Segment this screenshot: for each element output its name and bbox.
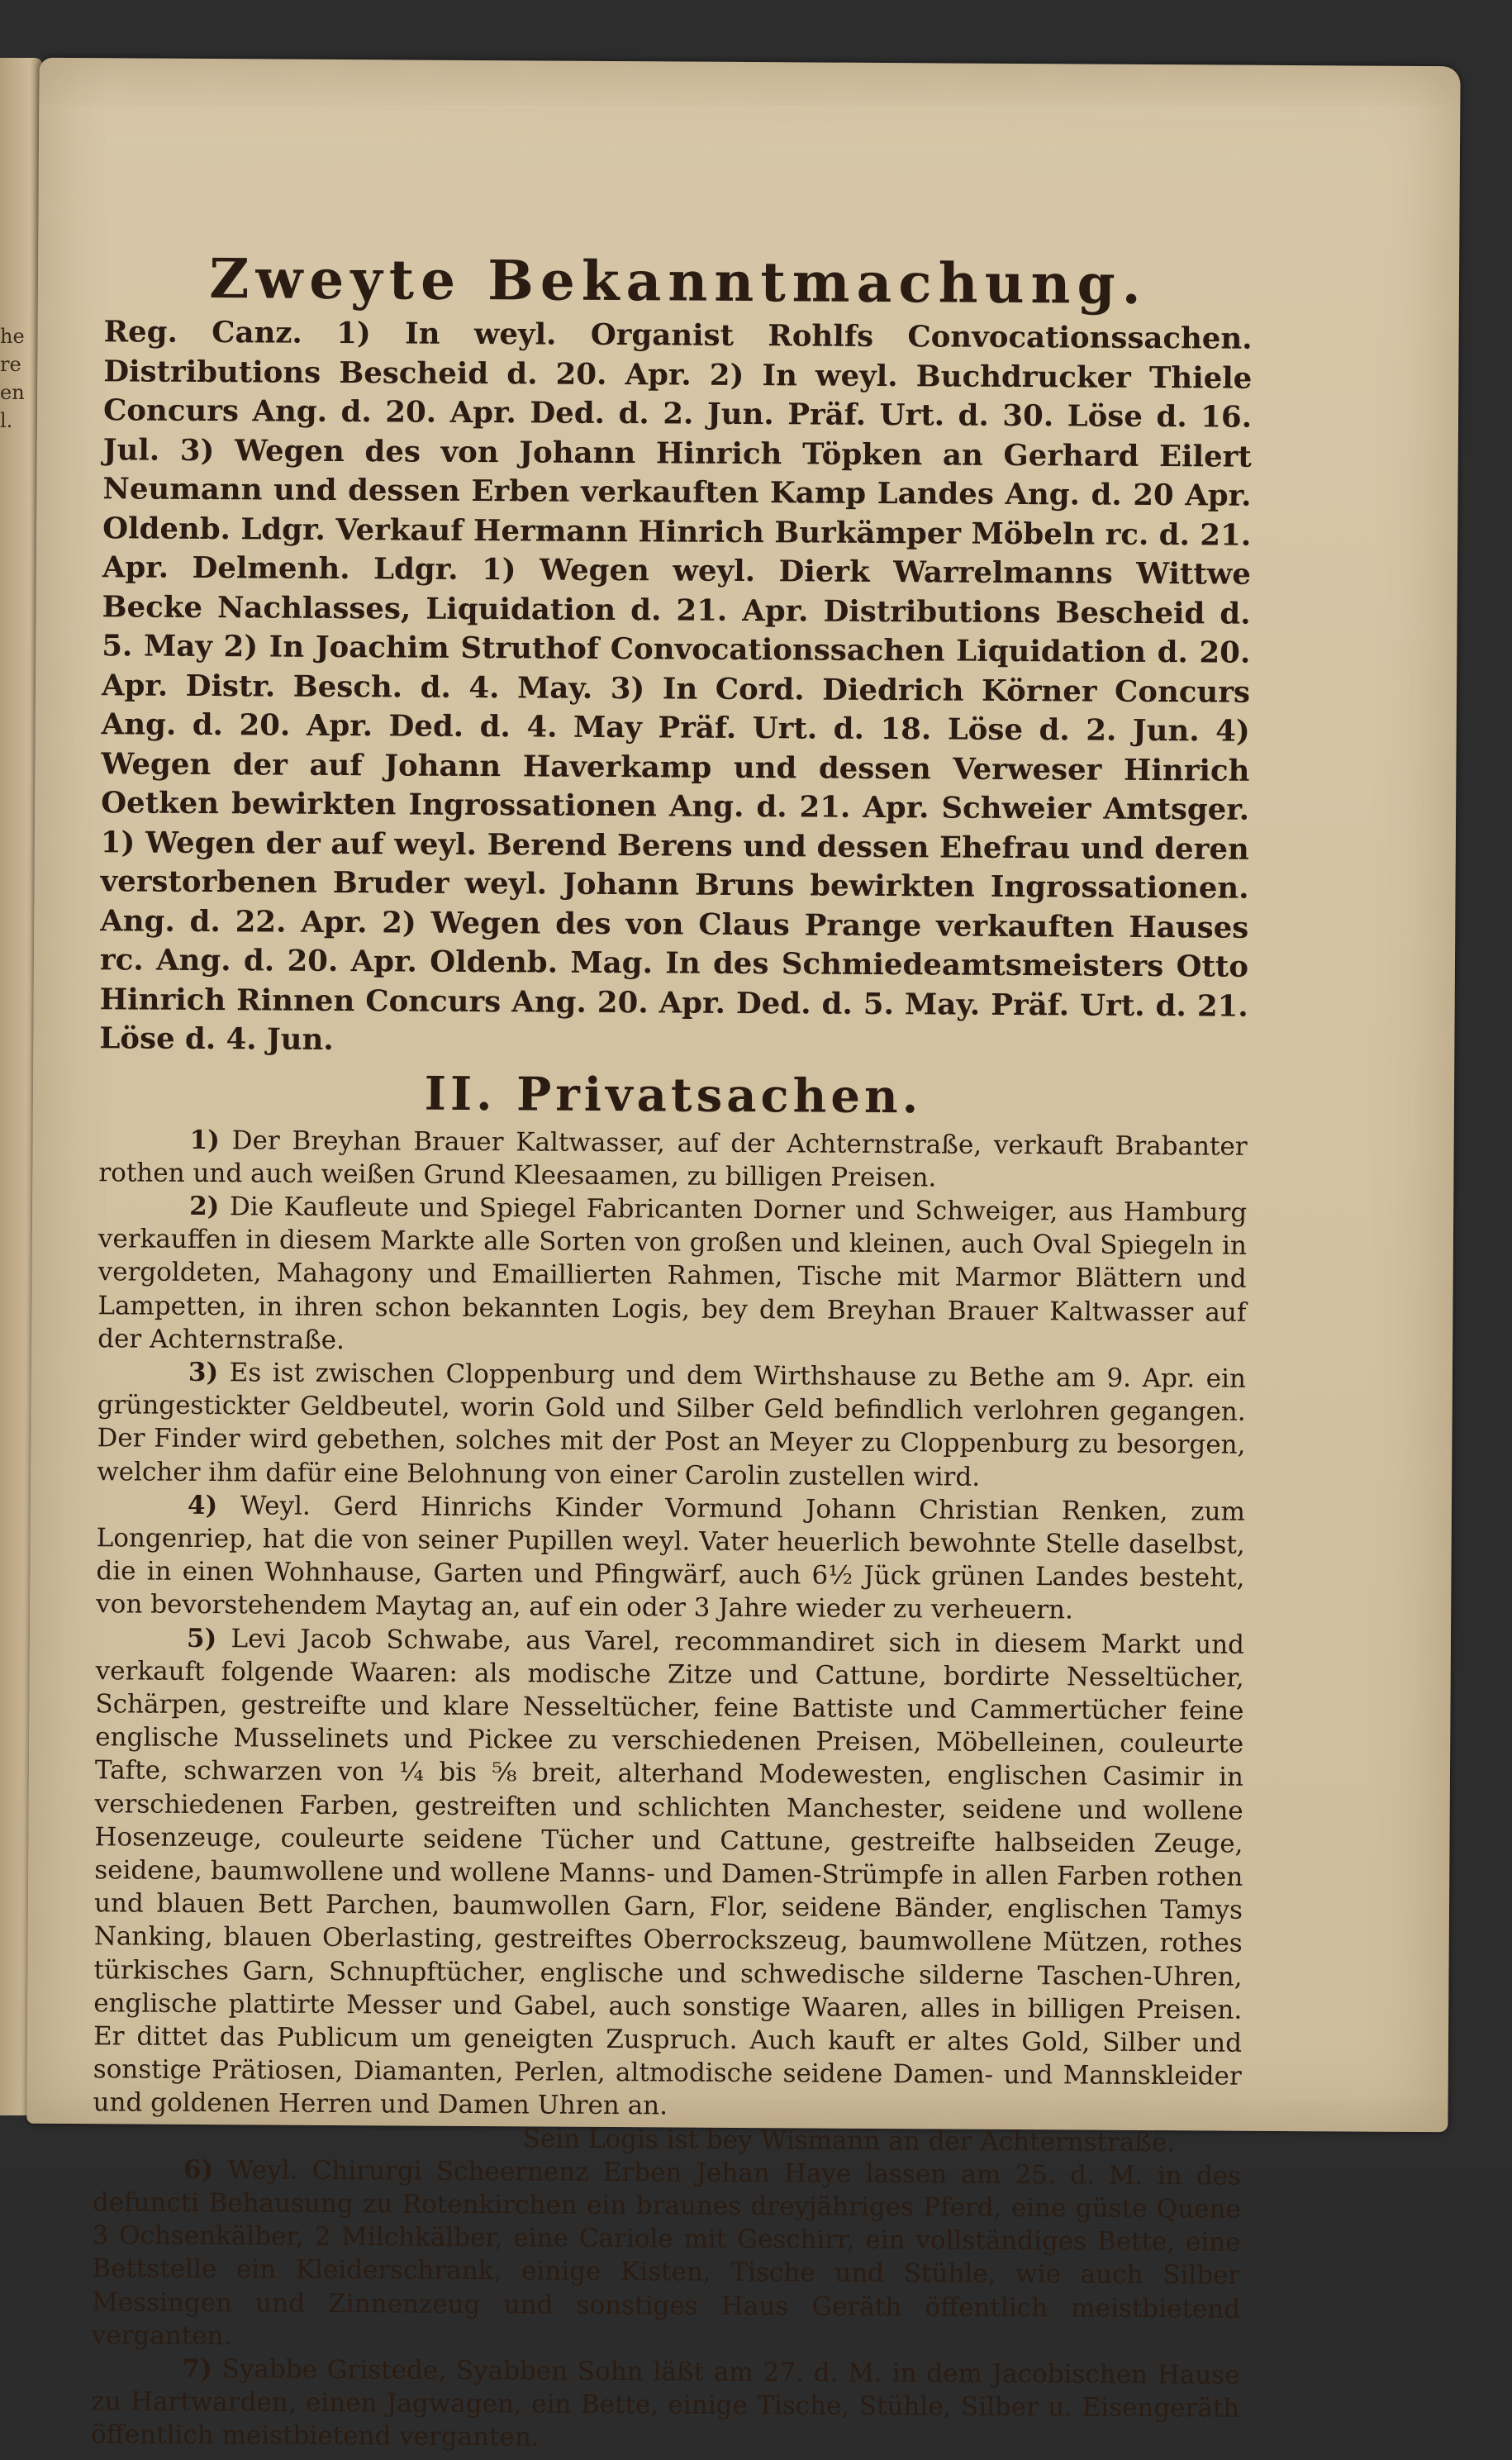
- page-title: Zweyte Bekanntmachung.: [209, 246, 1148, 316]
- entry-6: [92, 2153, 1241, 2359]
- entry-number: 3): [188, 1357, 219, 1388]
- page-content: [90, 246, 1253, 2453]
- entry-text: Sein Logis ist bey Wismann an der Achternstraße.: [522, 2123, 1176, 2158]
- entry-number: 4): [187, 1490, 218, 1520]
- entry-text: Weyl. Gerd Hinrichs Kinder Vormund Johann Christian Renken, zum Longenriep, hat die von seiner Pupillen weyl. Vater heuerlich bewohnte Stelle daselbst, die in einen Wohnhause, Garten und Pfingwärf, auch 6½ Jück grünen Landes besteht, von bevorstehendem Maytag an, auf ein oder 3 Jahre wieder zu verheuern.: [96, 1491, 1246, 1625]
- fragment: en: [0, 381, 25, 404]
- entry-4: [96, 1488, 1245, 1628]
- entry-number: 2): [189, 1191, 220, 1222]
- entry-2: [97, 1189, 1247, 1363]
- entry-text: Levi Jacob Schwabe, aus Varel, recommandiret sich in diesem Markt und verkauft folgende Waaren: als modische Zitze und Cattune, bordirte Nesseltücher, Schärpen, gestreifte und klare Nesseltücher, feine Battiste und Cammertücher feine englische Musselinets und Pickee zu verschiedenen Preisen, Möbelleinen, couleurte Tafte, schwarzen von ¼ bis ⅝ breit, alterhand Modewesten, englischen Casimir in verschiedenen Farben, gestreiften und schlichten Manchester, seidene und wollene Hosenzeuge, couleurte seidene Tücher und Cattune, gestreifte halbseiden Zeuge, seidene, baumwollene und wollene Manns- und Damen-Strümpfe in allen Farben rothen und blauen Bett Parchen, baumwollen Garn, Flor, seidene Bänder, englischen Tamys Nanking, blauen Oberlasting, gestreiftes Oberrockszeug, baumwollene Mützen, rothes türkisches Garn, Schnupftücher, englische und schwedische silderne Taschen-Uhren, englische plattirte Messer und Gabel, auch sonstige Waaren, alles in billigen Preisen. Er dittet das Publicum um geneigten Zuspruch. Auch kauft er altes Gold, Silber und sonstige Prätiosen, Diamanten, Perlen, altmodische seidene Damen- und Mannskleider und goldenen Herren und Damen Uhren an.: [93, 1623, 1245, 2121]
- announcements-paragraph: Reg. Canz. 1) In weyl. Organist Rohlfs Convocationssachen. Distributions Bescheid d. 20. Apr. 2) In weyl. Buchdrucker Thiele Concurs Ang. d. 20. Apr. Ded. d. 2. Jun. Präf. Urt. d. 30. Löse d. 16. Jul. 3) Wegen des von Johann Hinrich Töpken an Gerhard Eilert Neumann und dessen Erben verkauften Kamp Landes Ang. d. 20 Apr. Oldenb. Ldgr. Verkauf Hermann Hinrich Burkämper Möbeln rc. d. 21. Apr. Delmenh. Ldgr. 1) Wegen weyl. Dierk Warrelmanns Wittwe Becke Nachlasses, Liquidation d. 21. Apr. Distributions Bescheid d. 5. May 2) In Joachim Struthof Convocationssachen Liquidation d. 20. Apr. Distr. Besch. d. 4. May. 3) In Cord. Diedrich Körner Concurs Ang. d. 20. Apr. Ded. d. 4. May Präf. Urt. d. 18. Löse d. 2. Jun. 4) Wegen der auf Johann Haverkamp und dessen Verweser Hinrich Oetken bewirkten Ingrossationen Ang. d. 21. Apr. Schweier Amtsger. 1) Wegen der auf weyl. Berend Berens und dessen Ehefrau und deren verstorbenen Bruder weyl. Johann Bruns bewirkten Ingrossationen. Ang. d. 22. Apr. 2) Wegen des von Claus Prange verkauften Hauses rc. Ang. d. 20. Apr. Oldenb. Mag. In des Schmiedeamtsmeisters Otto Hinrich Rinnen Concurs Ang. 20. Apr. Ded. d. 5. May. Präf. Urt. d. 21. Löse d. 4. Jun.: [99, 315, 1253, 1057]
- section-heading: II. Privatsachen.: [424, 1066, 923, 1124]
- entry-7: [91, 2352, 1240, 2458]
- entry-number: 7): [182, 2353, 212, 2385]
- entry-number: 5): [186, 1623, 217, 1653]
- entry-1: [98, 1123, 1247, 1197]
- entry-number: 1): [189, 1125, 221, 1155]
- entry-text: Es ist zwischen Cloppenburg und dem Wirthshause zu Bethe am 9. Apr. ein grüngestickter Geldbeutel, worin Gold und Silber Geld befindlich verlohren gegangen. Der Finder wird gebethen, solches mit der Post an Meyer zu Cloppenburg zu besorgen, welcher ihm dafür eine Belohnung von einer Carolin zustellen wird.: [97, 1358, 1247, 1492]
- previous-page-fragments: [0, 322, 25, 435]
- fragment: l.: [0, 409, 13, 432]
- entry-3: [97, 1355, 1246, 1495]
- entry-text: Syabbe Gristede, Syabben Sohn läßt am 27. d. M. in dem Jacobischen Hause zu Hartwarden, einen Jagwagen, ein Bette, einige Tische, Stühle, Silber u. Eisengeräth öffentlich meistbietend verganten.: [90, 2354, 1240, 2453]
- document-page: [26, 58, 1460, 2453]
- entry-text: Die Kaufleute und Spiegel Fabricanten Dorner und Schweiger, aus Hamburg verkauffen in diesem Markte alle Sorten von großen und kleinen, auch Oval Spiegeln in vergoldeten, Mahagony und Emaillierten Rahmen, Tische mit Marmor Blättern und Lampetten, in ihren schon bekannten Logis, bey dem Breyhan Brauer Kaltwasser auf der Achternstraße.: [97, 1192, 1248, 1355]
- fragment: re: [0, 353, 21, 376]
- entry-text: Der Breyhan Brauer Kaltwasser, auf der Achternstraße, verkauft Brabanter rothen und auch weißen Grund Kleesaamen, zu billigen Preisen.: [98, 1125, 1248, 1193]
- entry-text: Weyl. Chirurgi Scheernenz Erben Jehan Haye lassen am 25. d. M. in des defuncti Behausung zu Rotenkirchen ein braunes dreyjähriges Pferd, eine güste Quene 3 Ochsenkälber, 2 Milchkälber, eine Cariole mit Geschirr, ein vollständiges Bette, eine Bettstelle ein Kleiderschrank, einige Kisten, Tische und Stühle, wie auch Silber Messingen und Zinnenzeug und sonstiges Haus Geräth öffentlich meistbietend verganten.: [91, 2155, 1242, 2352]
- fragment: he: [0, 325, 25, 348]
- entry-5: [93, 1621, 1244, 2127]
- entry-number: 6): [183, 2154, 214, 2185]
